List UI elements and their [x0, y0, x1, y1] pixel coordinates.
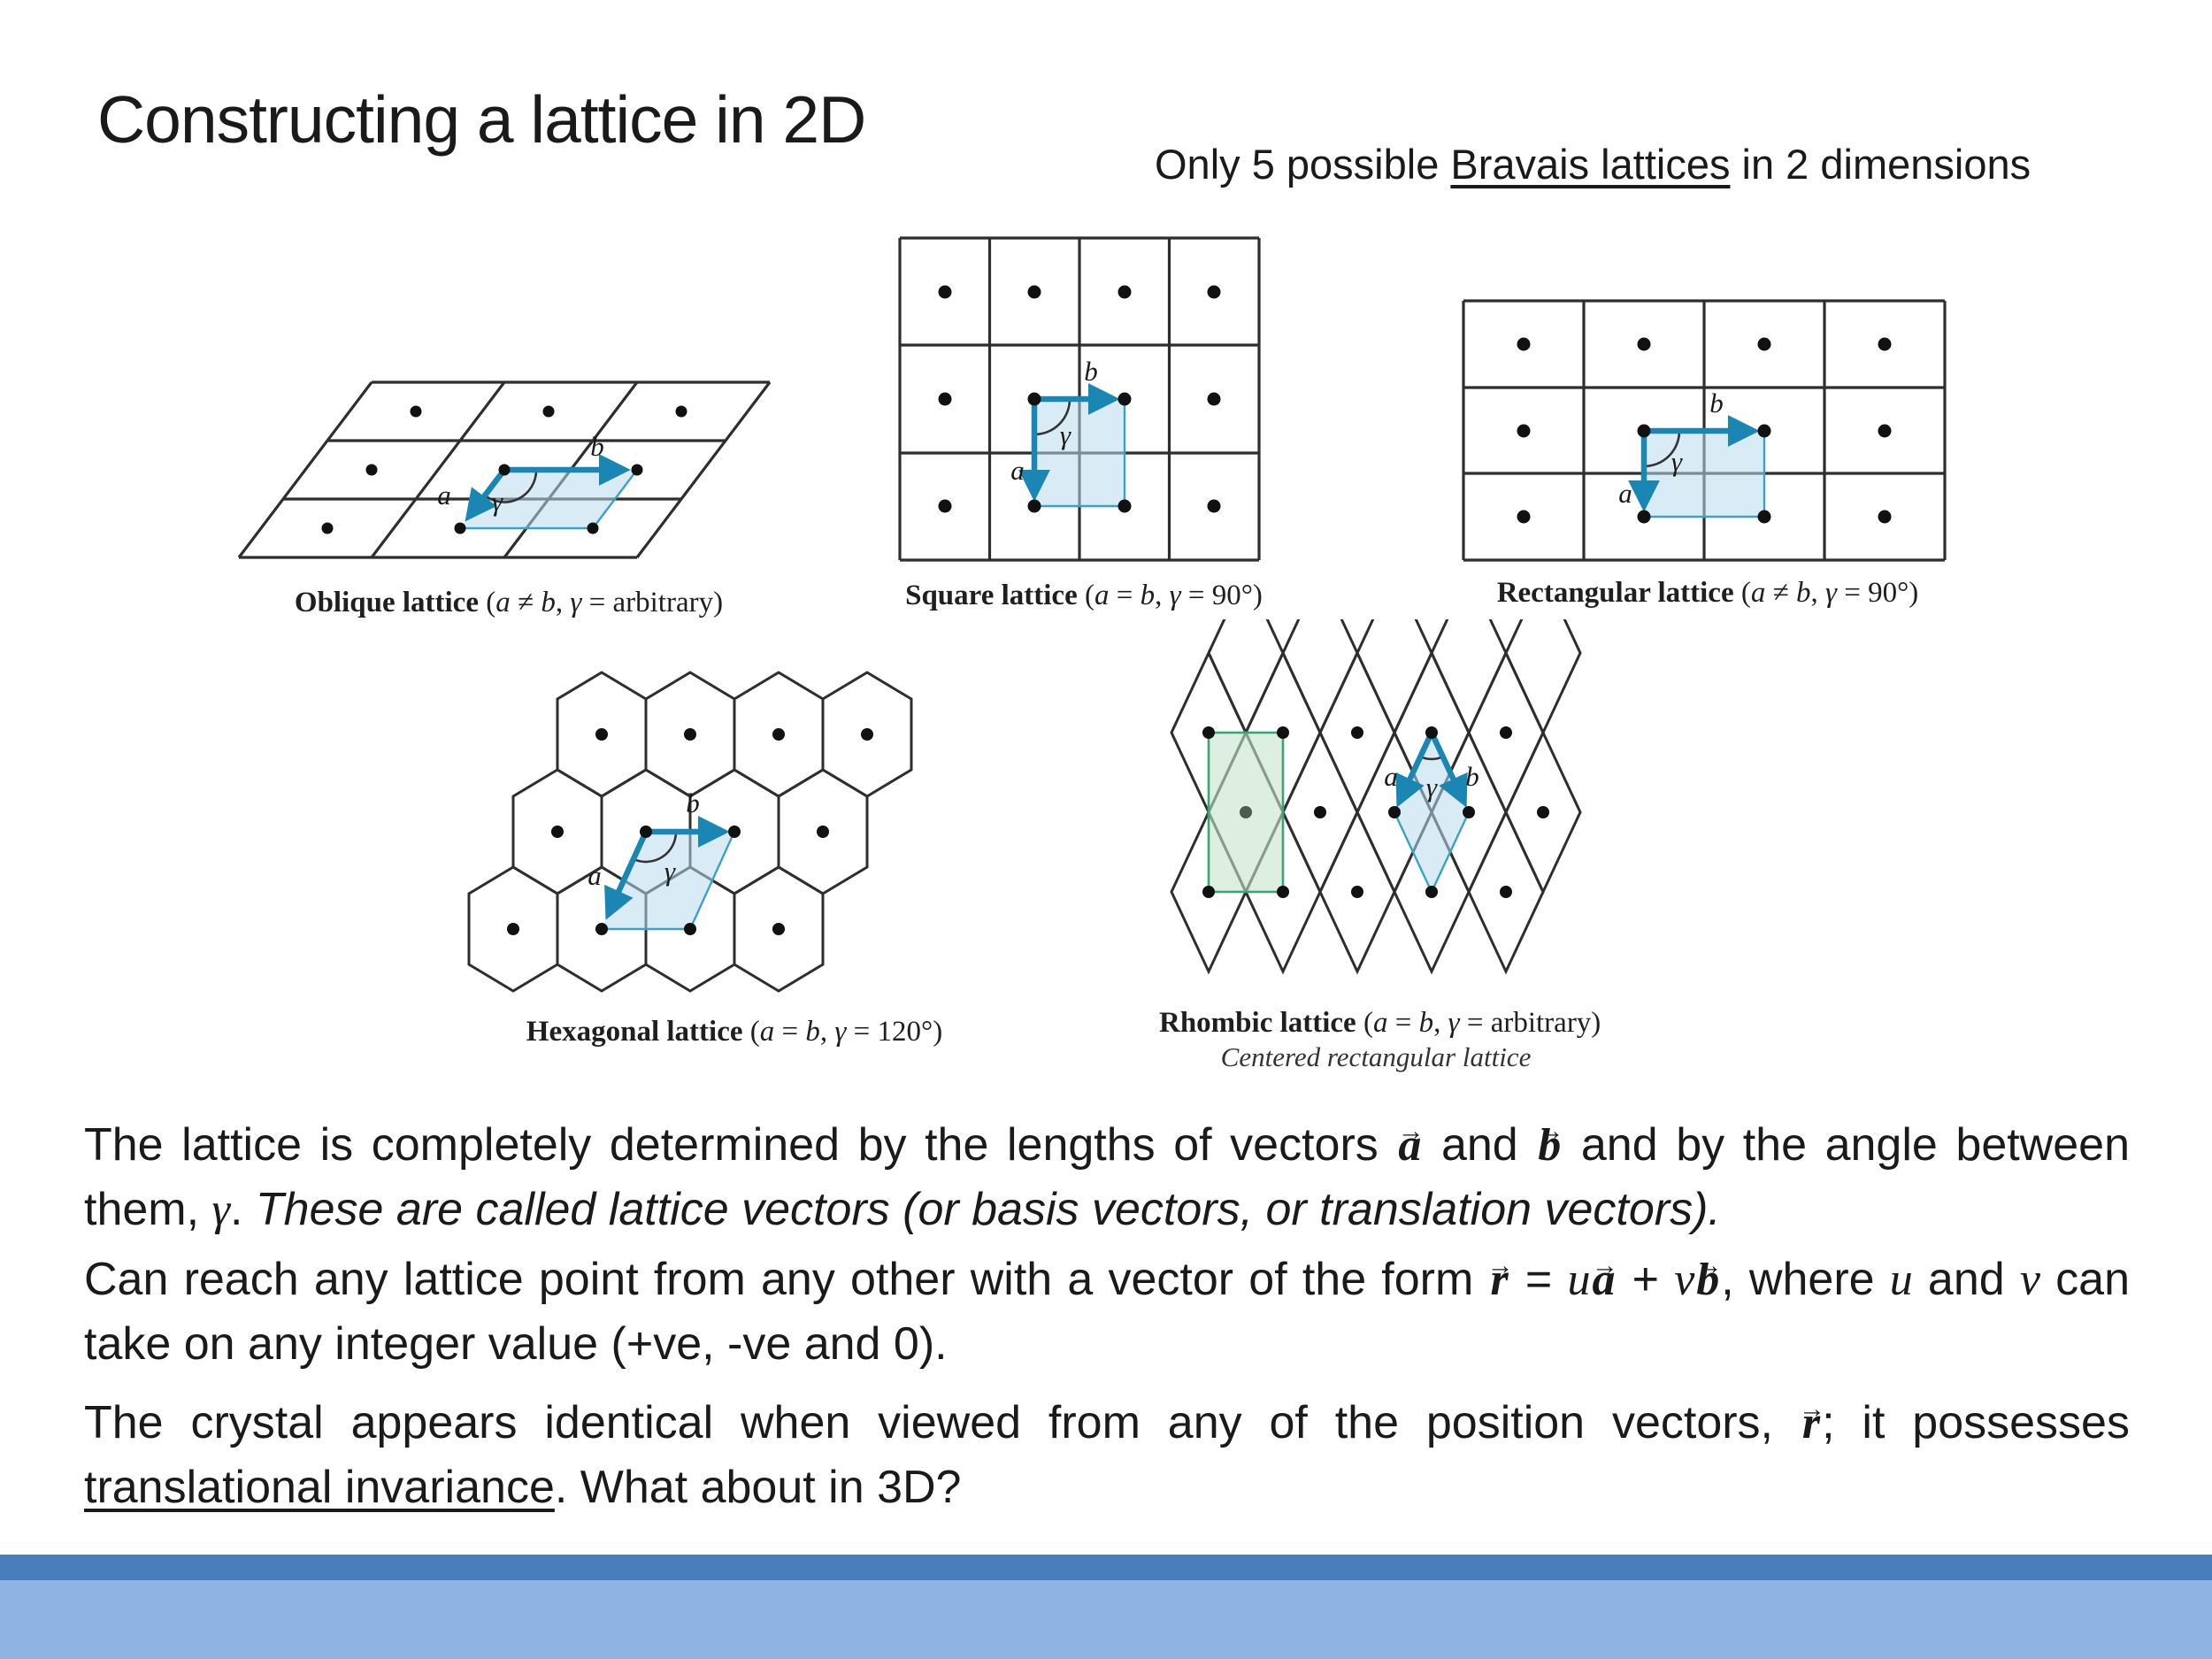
figure-oblique-lattice: [221, 367, 796, 619]
vector-a-label: a: [1010, 455, 1025, 486]
body-text: [84, 1113, 2130, 1520]
gamma-label: γ: [1671, 446, 1683, 477]
vector-a-label: a: [1618, 478, 1632, 509]
vector-b-label: b: [1709, 388, 1724, 419]
vector-a-label: a: [588, 860, 602, 891]
footer-bar-dark: [0, 1555, 2212, 1580]
gamma-label: γ: [1425, 772, 1438, 803]
unit-cell: [460, 470, 637, 528]
figure-hexagonal-lattice: [460, 664, 1009, 1048]
hexagonal-caption: Hexagonal lattice (a = b, γ = 120°): [526, 1016, 943, 1048]
paragraph-lattice-vectors: The lattice is completely determined by the lengths of vectors → a and → b and by the angle between them, γ. These are called lattice vectors (or basis vectors, or translation vectors).: [84, 1113, 2130, 1242]
page-title: Constructing a lattice in 2D: [97, 82, 866, 157]
figure-square-lattice: [894, 232, 1274, 612]
hexagonal-lattice-diagram: [460, 664, 1009, 1009]
gamma-label: γ: [664, 856, 676, 887]
rectangular-lattice-diagram: [1455, 294, 1960, 570]
vector-b-label: b: [1084, 356, 1098, 387]
vector-a-label: a: [1384, 761, 1398, 792]
unit-cell: [1644, 431, 1764, 517]
paragraph-position-vector: Can reach any lattice point from any other with a vector of the form → r = u→ a + v→ b, where u and v can take on any integer value (+ve, -ve and 0).: [84, 1248, 2130, 1377]
rhombic-caption: Rhombic lattice (a = b, γ = arbitrary): [1159, 1007, 1601, 1039]
vector-b-label: b: [590, 431, 604, 462]
subtitle-note: Only 5 possible Bravais lattices in 2 dimensions: [1155, 141, 2032, 188]
rhombic-subcaption: Centered rectangular lattice: [1220, 1041, 1532, 1072]
figure-rhombic-lattice: [1159, 619, 1601, 1073]
paragraph-translational-invariance: The crystal appears identical when viewed from any of the position vectors, → r; it possesses translational invariance. What about in 3D?: [84, 1391, 2130, 1520]
vector-a-label: a: [437, 480, 451, 511]
vector-b-label: b: [686, 787, 700, 818]
rectangular-caption: Rectangular lattice (a ≠ b, γ = 90°): [1496, 577, 1919, 609]
square-caption: Square lattice (a = b, γ = 90°): [905, 580, 1263, 611]
square-lattice-diagram: [894, 232, 1274, 572]
vector-b-label: b: [1465, 761, 1479, 792]
oblique-lattice-diagram: [221, 367, 796, 580]
oblique-caption: Oblique lattice (a ≠ b, γ = arbitrary): [294, 587, 724, 618]
gamma-label: γ: [491, 486, 503, 517]
unit-cell: [1034, 399, 1125, 506]
gamma-label: γ: [1059, 419, 1071, 450]
footer-bar-light: [0, 1580, 2212, 1659]
figure-rectangular-lattice: [1455, 294, 1960, 610]
rhombic-lattice-diagram: [1159, 619, 1593, 1000]
